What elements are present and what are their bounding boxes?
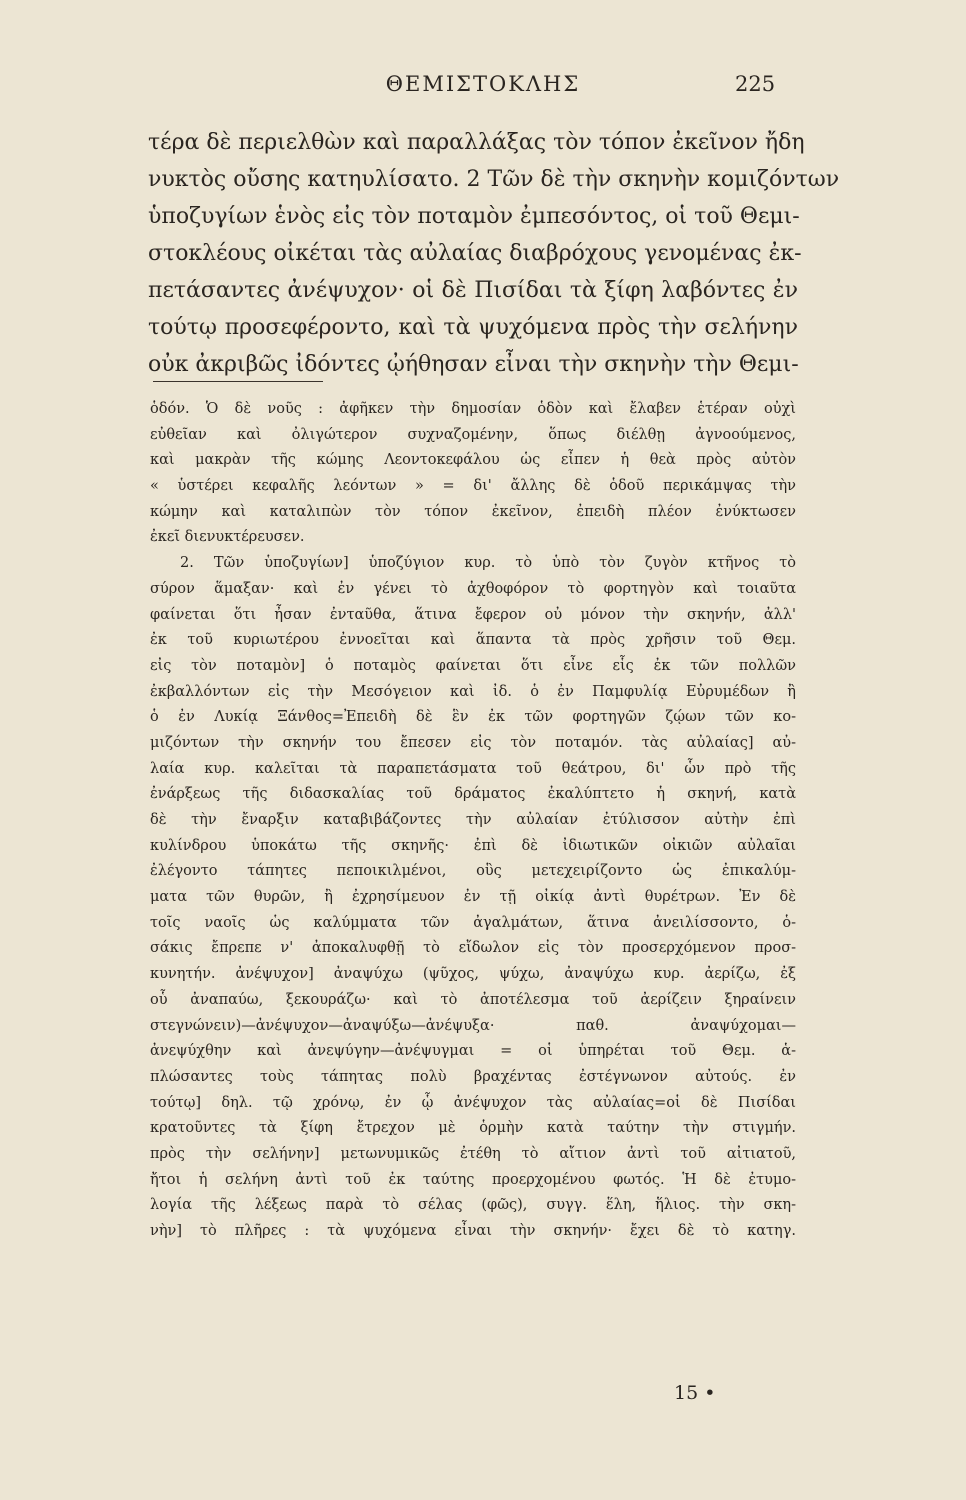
footnote-line: κώμην καὶ καταλιπὼν τὸν τόπον ἐκεῖνον, ἐπειδὴ πλέον ἐνύκτωσεν	[150, 503, 796, 520]
footnote-line: μιζόντων τὴν σκηνήν του ἔπεσεν εἰς τὸν ποταμόν. τὰς αὐλαίας] αὐ-	[150, 734, 796, 751]
footnote-line: ἀνεψύχθην καὶ ἀνεψύγην—ἀνέψυγμαι = οἱ ὑπηρέται τοῦ Θεμ. ἁ-	[150, 1043, 796, 1060]
text-line: στοκλέους οἰκέται τὰς αὐλαίας διαβρόχους γενομένας ἐκ-	[148, 241, 802, 266]
footnote-line: καὶ μακρὰν τῆς κώμης Λεοντοκεφάλου ὡς εἶπεν ἡ θεὰ πρὸς αὐτὸν	[150, 452, 796, 469]
footnote-line: τούτῳ] δηλ. τῷ χρόνῳ, ἐν ᾧ ἀνέψυχον τὰς αὐλαίας=οἱ δὲ Πισίδαι	[150, 1094, 796, 1111]
text-line: νυκτὸς οὔσης κατηυλίσατο. 2 Τῶν δὲ τὴν σκηνὴν κομιζόντων	[148, 167, 840, 192]
footnote-line: πρὸς τὴν σελήνην] μετωνυμικῶς ἐτέθη τὸ αἴτιον ἀντὶ τοῦ αἰτιατοῦ,	[150, 1145, 796, 1162]
footnote-line: ἤτοι ἡ σελήνη ἀντὶ τοῦ ἐκ ταύτης προερχομένου φωτός. Ἡ δὲ ἐτυμο-	[150, 1171, 796, 1188]
footnote-line: δὲ τὴν ἔναρξιν καταβιβάζοντες τὴν αὐλαίαν ἐτύλισσον αὐτὴν ἐπὶ	[150, 812, 796, 828]
footnote-line: νὴν] τὸ πλῆρες : τὰ ψυχόμενα εἶναι τὴν σκηνήν· ἔχει δὲ τὸ κατηγ.	[150, 1223, 796, 1239]
footnote-line: « ὑστέρει κεφαλῆς λεόντων » = δι' ἄλλης δὲ ὁδοῦ περικάμψας τὴν	[150, 478, 796, 495]
footnote-line: 2. Τῶν ὑποζυγίων] ὑποζύγιον κυρ. τὸ ὑπὸ τὸν ζυγὸν κτῆνος τὸ	[180, 555, 796, 572]
footnote-line: λογία τῆς λέξεως παρὰ τὸ σέλας (φῶς), συγγ. ἕλη, ἥλιος. τὴν σκη-	[150, 1197, 796, 1214]
footnote-separator	[153, 381, 323, 382]
text-line: τέρα δὲ περιελθὼν καὶ παραλλάξας τὸν τόπον ἐκεῖνον ἤδη	[148, 130, 805, 155]
text-line: τούτῳ προσεφέροντο, καὶ τὰ ψυχόμενα πρὸς τὴν σελήνην	[148, 315, 798, 340]
footnote-line: λαία κυρ. καλεῖται τὰ παραπετάσματα τοῦ θεάτρου, δι' ὧν πρὸ τῆς	[150, 760, 796, 777]
text-line: πετάσαντες ἀνέψυχον· οἱ δὲ Πισίδαι τὰ ξίφη λαβόντες ἐν	[148, 278, 798, 303]
footnote-line: ἐλέγοντο τάπητες πεποικιλμένοι, οὓς μετεχειρίζοντο ὡς ἐπικαλύμ-	[150, 863, 796, 880]
footnote-line: σύρον ἅμαξαν· καὶ ἐν γένει τὸ ἀχθοφόρον τὸ φορτηγὸν καὶ τοιαῦτα	[150, 580, 796, 597]
text-line: ὑποζυγίων ἑνὸς εἰς τὸν ποταμὸν ἐμπεσόντος, οἱ τοῦ Θεμι-	[148, 204, 800, 229]
footnote-line: ἐκ τοῦ κυριωτέρου ἐννοεῖται καὶ ἅπαντα τὰ πρὸς χρῆσιν τοῦ Θεμ.	[150, 632, 796, 649]
footnote-line: σάκις ἔπρεπε ν' ἀποκαλυφθῇ τὸ εἴδωλον εἰς τὸν προσερχόμενον προσ-	[150, 940, 796, 957]
footnote-line: φαίνεται ὅτι ἦσαν ἐνταῦθα, ἅτινα ἔφερον οὐ μόνον τὴν σκηνήν, ἀλλ'	[150, 606, 796, 623]
footnote-line: στεγνώνειν)—ἀνέψυχον—ἀναψύξω—ἀνέψυξα· παθ. ἀναψύχομαι—	[150, 1017, 796, 1034]
footnote-line: κρατοῦντες τὰ ξίφη ἔτρεχον μὲ ὁρμὴν κατὰ ταύτην τὴν στιγμήν.	[150, 1120, 796, 1137]
footnote-line: τοῖς ναοῖς ὡς καλύμματα τῶν ἀγαλμάτων, ἅτινα ἀνειλίσσοντο, ὁ-	[150, 914, 796, 931]
footnote-line: ἐνάρξεως τῆς διδασκαλίας τοῦ δράματος ἐκαλύπτετο ἡ σκηνή, κατὰ	[150, 786, 796, 803]
footnote-line: κυλίνδρου ὑποκάτω τῆς σκηνῆς· ἐπὶ δὲ ἰδιωτικῶν οἰκιῶν αὐλαῖαι	[150, 837, 796, 854]
page-number: 225	[735, 72, 776, 96]
footnote-line: εἰς τὸν ποταμὸν] ὁ ποταμὸς φαίνεται ὅτι εἶνε εἷς ἐκ τῶν πολλῶν	[150, 657, 796, 674]
footnotes-block	[150, 397, 796, 1245]
main-text-block	[148, 124, 840, 383]
footnote-line: ὁδόν. Ὁ δὲ νοῦς : ἀφῆκεν τὴν δημοσίαν ὁδὸν καὶ ἔλαβεν ἑτέραν οὐχὶ	[150, 401, 796, 417]
footnote-line: πλώσαντες τοὺς τάπητας πολὺ βραχέντας ἐστέγνωνον αὐτούς. ἐν	[150, 1068, 796, 1085]
text-line: οὐκ ἀκριβῶς ἰδόντες ᾠήθησαν εἶναι τὴν σκηνὴν τὴν Θεμι-	[148, 352, 799, 377]
footnote-line: οὗ ἀναπαύω, ξεκουράζω· καὶ τὸ ἀποτέλεσμα τοῦ ἀερίζειν ξηραίνειν	[150, 991, 796, 1008]
footnote-line: ματα τῶν θυρῶν, ἢ ἐχρησίμευον ἐν τῇ οἰκίᾳ ἀντὶ θυρέτρων. Ἐν δὲ	[150, 889, 796, 906]
footnote-line: ἐκεῖ διενυκτέρευσεν.	[150, 529, 305, 546]
footnote-line: κυνητήν. ἀνέψυχον] ἀναψύχω (ψῦχος, ψύχω, ἀναψύχω κυρ. ἀερίζω, ἐξ	[150, 966, 796, 983]
signature-mark: 15 •	[674, 1382, 716, 1404]
footnote-line: εὐθεῖαν καὶ ὀλιγώτερον συχναζομένην, ὅπως διέλθῃ ἀγνοούμενος,	[150, 426, 796, 443]
footnote-line: ἐκβαλλόντων εἰς τὴν Μεσόγειον καὶ ἰδ. ὁ ἐν Παμφυλίᾳ Εὐρυμέδων ἢ	[150, 683, 796, 700]
footnote-line: ὁ ἐν Λυκίᾳ Ξάνθος=Ἐπειδὴ δὲ ἓν ἐκ τῶν φορτηγῶν ζῴων τῶν κο-	[150, 709, 796, 726]
running-title: ΘΕΜΙΣΤΟΚΛΗΣ	[385, 72, 581, 96]
